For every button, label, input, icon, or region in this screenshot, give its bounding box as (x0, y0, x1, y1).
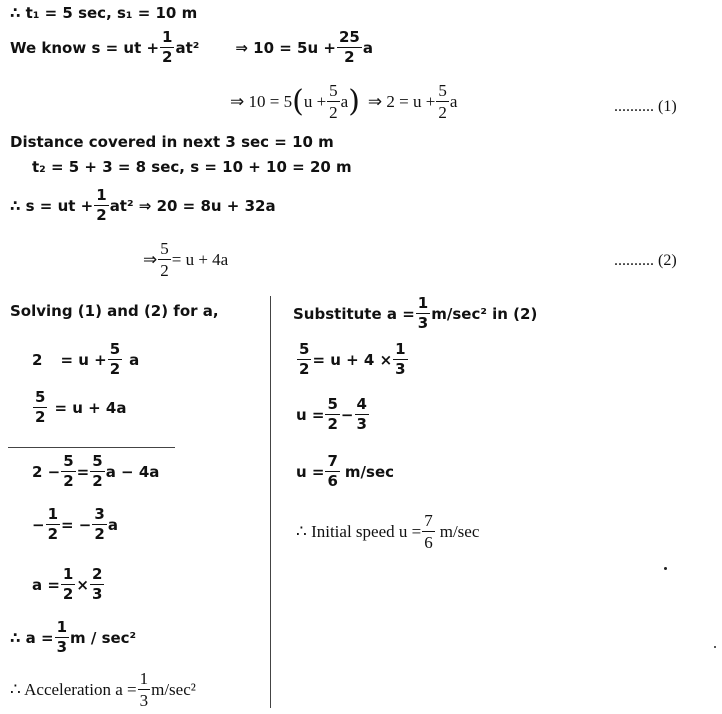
left-row-2 (32, 390, 126, 425)
den: 3 (91, 585, 103, 603)
text: − (340, 405, 354, 424)
right-row-4 (296, 512, 479, 551)
line-given (10, 4, 197, 22)
num: 5 (299, 340, 310, 358)
text: ⇒ 10 = 5u + (235, 38, 336, 57)
text: 2 (32, 350, 43, 369)
num: 5 (109, 340, 121, 358)
left-row-6 (10, 620, 136, 655)
text: = (76, 462, 90, 481)
num: 7 (327, 452, 338, 470)
fraction-7-6 (326, 454, 338, 489)
text: ⇒ 2 = u + (367, 91, 436, 111)
num: 1 (62, 565, 74, 583)
text: ∴ a = (10, 628, 54, 647)
text: a (362, 38, 373, 57)
line-t2 (32, 158, 352, 176)
text: ∴ s = ut + (10, 196, 94, 215)
den: 2 (299, 360, 310, 378)
text: − (32, 515, 45, 534)
num: 4 (356, 395, 367, 413)
fraction-2-3 (91, 567, 103, 602)
num: 5 (92, 452, 103, 470)
fraction-5-2 (91, 454, 103, 489)
den: 2 (92, 472, 103, 490)
num: 7 (424, 511, 433, 530)
den: 2 (438, 103, 447, 122)
den: 2 (94, 525, 105, 543)
num: 1 (417, 294, 429, 312)
text: ⇒ (143, 249, 158, 269)
den: 6 (327, 472, 338, 490)
text: ⇒ 10 = 5 (230, 91, 293, 111)
den: 2 (337, 47, 362, 65)
den: 2 (47, 525, 59, 543)
text: m/sec² (151, 679, 196, 699)
line-s2 (10, 188, 276, 223)
line-distance (10, 133, 334, 151)
left-row-5 (32, 567, 105, 602)
den: 2 (109, 360, 121, 378)
num: 1 (395, 340, 406, 358)
text: a (107, 515, 118, 534)
fraction-4-3 (356, 397, 368, 432)
text: ∴ Initial speed u = (296, 521, 422, 541)
num: 1 (56, 618, 68, 636)
den: 2 (160, 261, 169, 280)
fraction-7-6 (423, 512, 434, 551)
fraction-5-2 (34, 390, 46, 425)
den: 2 (62, 585, 74, 603)
den: 2 (329, 103, 338, 122)
line-equation-s (10, 30, 373, 65)
num: 3 (94, 505, 105, 523)
num: 1 (162, 28, 173, 46)
fraction-5-2 (62, 454, 74, 489)
num: 5 (327, 395, 338, 413)
fraction-5-2 (328, 82, 339, 121)
fraction-1-3 (139, 670, 150, 709)
right-row-1 (296, 342, 409, 377)
den: 3 (395, 360, 406, 378)
equation-number-2: .......... (2) (614, 252, 677, 269)
den: 3 (139, 691, 149, 710)
text: at² ⇒ 20 = 8u + 32a (109, 196, 276, 215)
num: 5 (329, 81, 338, 100)
fraction-25-2 (338, 30, 361, 65)
stray-dot (664, 567, 667, 570)
column-divider (270, 296, 271, 708)
num: 5 (63, 452, 74, 470)
given-text: ∴ t₁ = 5 sec, s₁ = 10 m (10, 4, 198, 22)
num: 1 (47, 505, 59, 523)
den: 3 (417, 314, 429, 332)
left-row-7 (10, 670, 196, 709)
text: at² (175, 38, 200, 57)
text: = u + 4a (54, 398, 127, 417)
text: m / sec² (70, 628, 137, 647)
stray-dot (714, 646, 716, 648)
text: u = (296, 405, 325, 424)
num: 5 (160, 239, 169, 258)
text: m/sec² in (2) (431, 304, 538, 323)
den: 2 (96, 206, 107, 224)
num: 1 (96, 186, 107, 204)
text: × (76, 575, 89, 594)
left-row-3 (32, 454, 159, 489)
text: We know s = ut + (10, 38, 160, 57)
text: m/sec (344, 462, 395, 481)
text: = u + 4 × (312, 350, 393, 369)
text: 2 − (32, 462, 61, 481)
paren-open: ( (292, 83, 304, 119)
text: Substitute a = (293, 304, 415, 323)
right-row-3 (296, 454, 394, 489)
fraction-1-3 (417, 296, 429, 331)
left-heading (10, 302, 219, 320)
den: 2 (35, 408, 46, 426)
text: a (449, 91, 458, 111)
text: m/sec (439, 521, 480, 541)
fraction-5-2 (326, 397, 338, 432)
num: 5 (438, 81, 447, 100)
num: 25 (338, 28, 360, 46)
fraction-1-3 (394, 342, 406, 377)
den: 2 (63, 472, 74, 490)
text: Distance covered in next 3 sec = 10 m (10, 133, 334, 151)
fraction-3-2 (93, 507, 105, 542)
fraction-5-2 (437, 82, 448, 121)
right-row-2 (296, 397, 370, 432)
left-row-4 (32, 507, 118, 542)
text: ∴ Acceleration a = (10, 679, 137, 699)
num: 2 (91, 565, 103, 583)
text: Solving (1) and (2) for a, (10, 302, 219, 320)
text: = u + 4a (171, 249, 229, 269)
equation-number-1: .......... (1) (614, 98, 677, 115)
text: a − 4a (105, 462, 160, 481)
text: a (129, 350, 140, 369)
text: = u + (60, 350, 107, 369)
subtraction-line (8, 447, 175, 448)
den: 3 (56, 638, 68, 656)
fraction-5-2 (159, 240, 170, 279)
fraction-1-3 (56, 620, 68, 655)
num: 5 (35, 388, 46, 406)
text: a = (32, 575, 60, 594)
fraction-1-2 (62, 567, 74, 602)
fraction-5-2 (109, 342, 121, 377)
line-eq2 (143, 240, 228, 279)
left-row-1 (32, 342, 139, 377)
den: 2 (162, 48, 173, 66)
text: = − (61, 515, 92, 534)
den: 6 (424, 533, 433, 552)
fraction-5-2 (298, 342, 310, 377)
fraction-half (161, 30, 173, 65)
paren-close: ) (348, 83, 360, 119)
num: 1 (139, 669, 149, 688)
text: t₂ = 5 + 3 = 8 sec, s = 10 + 10 = 20 m (32, 158, 352, 176)
den: 3 (356, 415, 367, 433)
fraction-half (95, 188, 107, 223)
line-eq1 (230, 82, 457, 121)
fraction-1-2 (47, 507, 59, 542)
den: 2 (327, 415, 338, 433)
text: u = (296, 462, 325, 481)
text: a (340, 91, 349, 111)
right-heading (293, 296, 537, 331)
text: u + (303, 91, 327, 111)
